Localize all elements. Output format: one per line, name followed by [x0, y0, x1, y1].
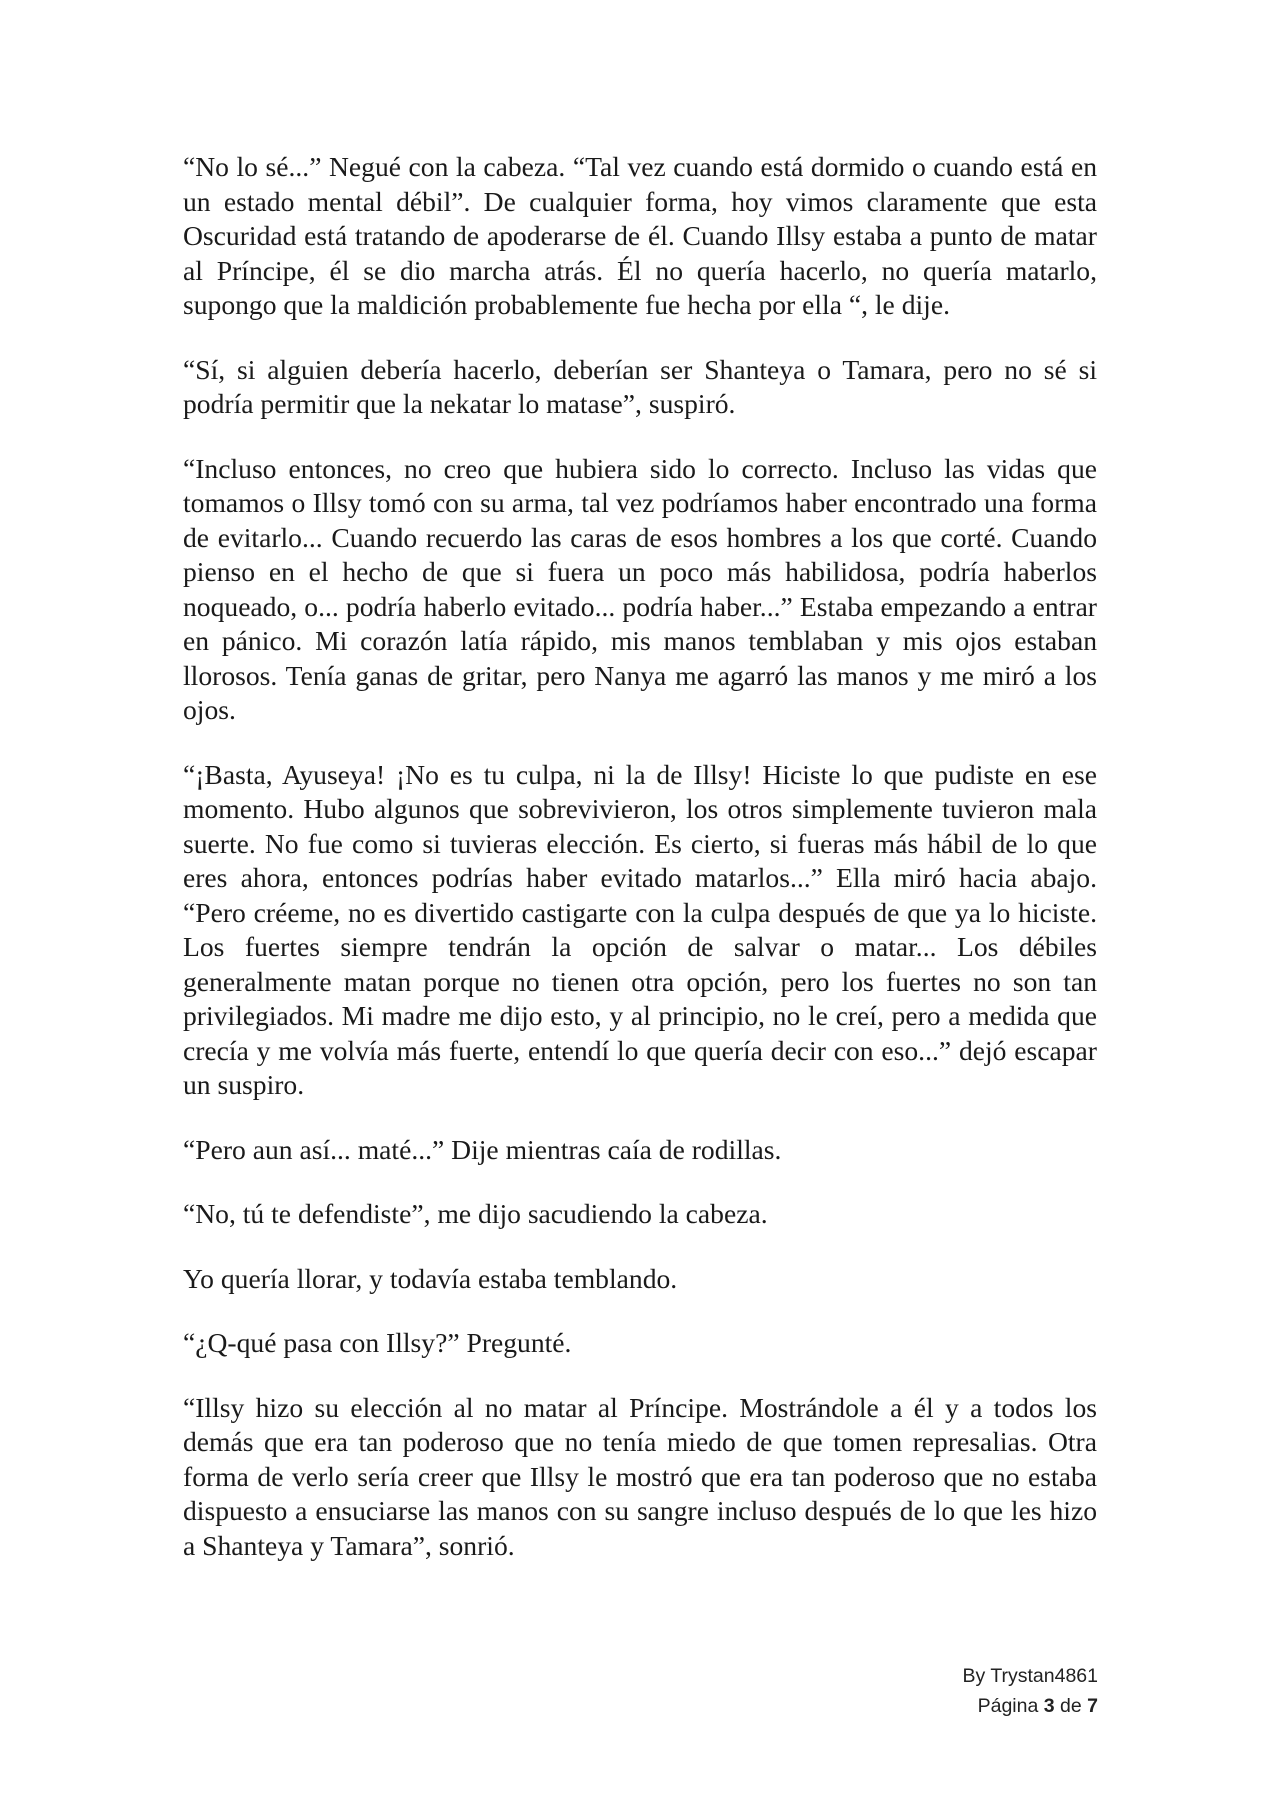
paragraph: “Sí, si alguien debería hacerlo, deberían ser Shanteya o Tamara, pero no sé si podría permitir que la nekatar lo matase”, suspiró. [183, 353, 1097, 419]
paragraph: “Illsy hizo su elección al no matar al Príncipe. Mostrándole a él y a todos los demás que era tan poderoso que no tenía miedo de que tomen represalias. Otra forma de verlo sería creer que Illsy le mostró que era tan poderoso que no estaba dispuesto a ensuciarse las manos con su sangre incluso después de lo que les hizo a Shanteya y Tamara”, sonrió. [183, 1391, 1097, 1561]
page-current: 3 [1043, 1695, 1055, 1717]
page-of-label: de [1060, 1695, 1082, 1717]
page-label: Página [977, 1695, 1039, 1717]
paragraph: “Incluso entonces, no creo que hubiera sido lo correcto. Incluso las vidas que tomamos o Illsy tomó con su arma, tal vez podríamos haber encontrado una forma de evitarlo... Cuando recuerdo las caras de esos hombres a los que corté. Cuando pienso en el hecho de que si fuera un poco más habilidosa, podría haberlos noqueado, o... podría haberlo evitado... podría haber...” Estaba empezando a entrar en pánico. Mi corazón latía rápido, mis manos temblaban y mis ojos estaban llorosos. Tenía ganas de gritar, pero Nanya me agarró las manos y me miró a los ojos. [183, 452, 1097, 725]
page-total: 7 [1087, 1695, 1098, 1717]
footer-page-number [963, 1691, 1099, 1721]
paragraph: Yo quería llorar, y todavía estaba temblando. [183, 1262, 678, 1294]
paragraph: “¿Q-qué pasa con Illsy?” Pregunté. [183, 1327, 572, 1358]
document-body [183, 150, 1097, 1593]
paragraph: “No, tú te defendiste”, me dijo sacudiendo la cabeza. [183, 1198, 768, 1229]
page-footer [963, 1661, 1099, 1721]
paragraph: “Pero aun así... maté...” Dije mientras caía de rodillas. [183, 1133, 782, 1165]
paragraph: “¡Basta, Ayuseya! ¡No es tu culpa, ni la de Illsy! Hiciste lo que pudiste en ese momento. Hubo algunos que sobrevivieron, los otros simplemente tuvieron mala suerte. No fue como si tuvieras elección. Es cierto, si fueras más hábil de lo que eres ahora, entonces podrías haber evitado matarlos...” Ella miró hacia abajo. “Pero créeme, no es divertido castigarte con la culpa después de que ya lo hiciste. Los fuertes siempre tendrán la opción de salvar o matar... Los débiles generalmente matan porque no tienen otra opción, pero los fuertes no son tan privilegiados. Mi madre me dijo esto, y al principio, no le creí, pero a medida que crecía y me volvía más fuerte, entendí lo que quería decir con eso...” dejó escapar un suspiro. [183, 758, 1097, 1100]
footer-author: By Trystan4861 [962, 1665, 1098, 1687]
paragraph: “No lo sé...” Negué con la cabeza. “Tal vez cuando está dormido o cuando está en un estado mental débil”. De cualquier forma, hoy vimos claramente que esta Oscuridad está tratando de apoderarse de él. Cuando Illsy estaba a punto de matar al Príncipe, él se dio marcha atrás. Él no quería hacerlo, no quería matarlo, supongo que la maldición probablemente fue hecha por ella “, le dije. [183, 151, 1097, 320]
